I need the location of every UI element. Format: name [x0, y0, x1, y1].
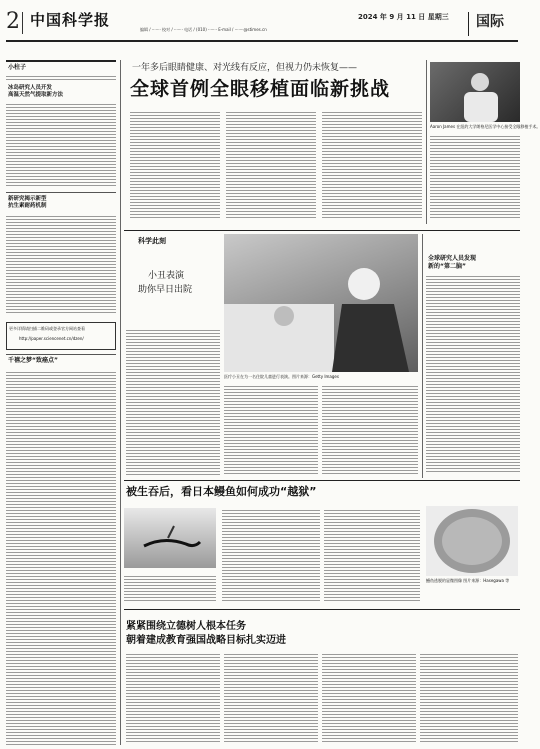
left-item-subtitle: 抗生素耐药机制: [8, 203, 47, 209]
date-line: 2024 年 9 月 11 日 星期三: [358, 13, 449, 21]
notice-box: [6, 322, 116, 350]
lead-photo: [430, 62, 520, 122]
left-column-heading: 小柱子: [8, 64, 27, 71]
feature-photo-caption: 医疗小丑在为一名住院儿童进行表演。图片来源：Getty Images: [224, 374, 339, 379]
lead-photo-caption: Aaron James 在纽约大学朗格尼医学中心接受全眼移植手术。: [430, 124, 540, 129]
eel-story: [124, 482, 524, 606]
feature-headline-box: [124, 254, 216, 318]
clown-photo-icon: [224, 234, 418, 372]
bottom-headline-line2: 朝着建成教育强国战略目标扎实迈进: [126, 635, 286, 646]
page-number: 2: [6, 9, 20, 34]
lead-kicker: 一年多后眼睛健康、对光线有反应，但视力仍未恢复——: [132, 63, 358, 73]
left-item-subtitle: 高温天然气提取新方法: [8, 92, 64, 98]
feature-story: [124, 234, 420, 478]
fish-photo-icon: [124, 508, 216, 568]
eel-headline: 被生吞后，看日本鳗鱼如何成功“越狱”: [126, 485, 317, 498]
lead-headline: 全球首例全眼移植面临新挑战: [130, 78, 391, 100]
left-item-title: 冰岛研究人员开发: [8, 85, 53, 91]
bottom-story: [124, 612, 524, 746]
left-column: [6, 60, 116, 745]
eel-micro-photo: [426, 506, 518, 576]
notice-text: 更多详情请扫描二维码或登录官方网站查看: [9, 326, 85, 331]
left-item-title: 新研究揭示新型: [8, 196, 47, 202]
right-headline-line1: 全球研究人员发现: [428, 255, 477, 262]
contact-line: 编辑 / ······· 校对 / ······· 电话 / (010) ······· E-mail / ·······@stimes.cn: [140, 27, 267, 32]
feature-headline-line1: 小丑表演: [148, 271, 185, 281]
left-column-heading-box: [6, 60, 116, 71]
eel-photo-caption: 鳗鱼逃脱的显微图像 图片来源：Hasegawa 等: [426, 578, 510, 583]
left-section2-title: 千禧之梦“致癌点”: [8, 357, 58, 364]
feature-photo: [224, 234, 418, 372]
feature-label: 科学此刻: [138, 237, 166, 245]
microscope-image-icon: [426, 506, 518, 576]
right-side-story: [426, 234, 520, 478]
masthead: [0, 0, 524, 42]
lead-story: [124, 58, 540, 228]
person-photo-icon: [430, 62, 520, 122]
bottom-headline-line1: 紧紧围绕立德树人根本任务: [126, 621, 246, 632]
notice-url[interactable]: http://paper.sciencenet.cn/dzen/: [19, 336, 84, 341]
paper-name-logo: 中国科学报: [30, 11, 111, 29]
feature-headline-line2: 助你早日出院: [138, 285, 193, 295]
right-headline-line2: 新的“第二脑”: [428, 263, 466, 270]
section-name: 国际: [476, 14, 504, 30]
eel-photo: [124, 508, 216, 568]
